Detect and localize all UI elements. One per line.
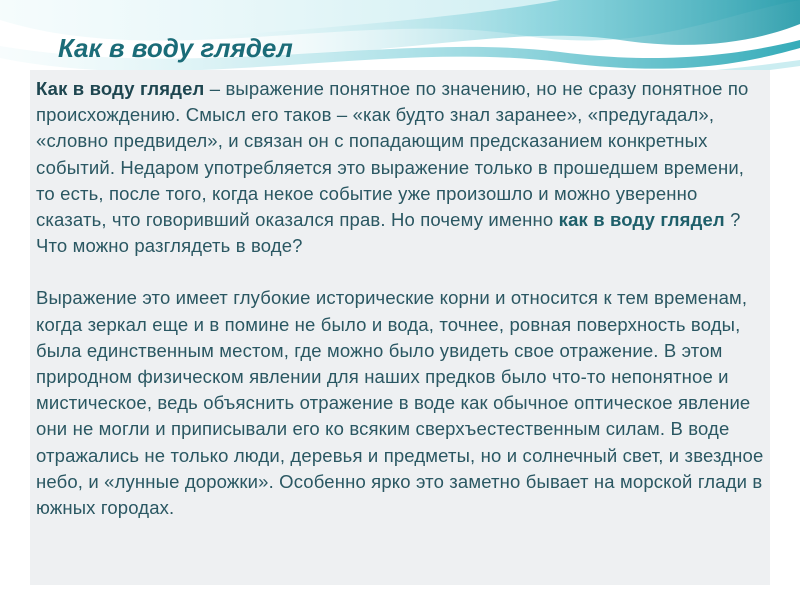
paragraph-origin xyxy=(36,76,764,259)
paragraph-history: Выражение это имеет глубокие исторические корни и относится к тем временам, когда зеркал еще и в помине не было и вода, точнее, ровная поверхность воды, была единственным местом, где можно было увидеть свое отражение. В этом природном физическом явлении для наших предков было что-то непонятное и мистическое, ведь объяснить отражение в воде как обычное оптическое явление они не могли и приписывали его ко всяким сверхъестественным силам. В воде отражались не только люди, деревья и предметы, но и солнечный свет, и звездное небо, и «лунные дорожки». Особенно ярко это заметно бывает на морской глади в южных городах. xyxy=(36,287,764,519)
paragraph-text-end: ? Что можно разглядеть в воде? xyxy=(36,209,741,257)
highlight-phrase: как в воду глядел xyxy=(558,209,725,231)
lead-phrase: Как в воду глядел xyxy=(36,78,205,99)
slide-title: Как в воду глядел xyxy=(58,33,293,63)
text-box xyxy=(30,70,770,585)
paragraph-text: – выражение понятное по значению, но не сразу понятное по происхождению. Смысл его таков – «как будто знал заранее», «предугадал», «словно предвидел», и связан он с попадающим предсказанием конкретных событий. Недаром употребляется это выражение только в прошедшем времени, то есть, после того, когда некое событие уже произошло и можно уверенно сказать, что говоривший оказался прав. Но почему именно xyxy=(36,78,749,231)
